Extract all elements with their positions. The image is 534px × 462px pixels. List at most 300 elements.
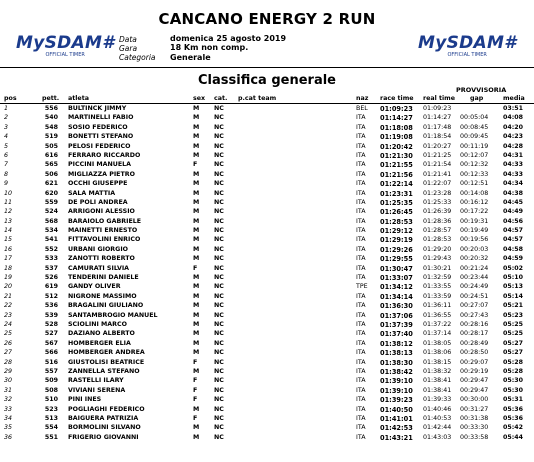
table-row <box>0 104 534 113</box>
cell-gap: 00:29:07 <box>460 358 489 366</box>
cell-athlete: PICCINI MANUELA <box>68 161 132 169</box>
cell-athlete: SCIOLINI MARCO <box>68 320 127 328</box>
cell-real-time: 01:38:06 <box>423 349 452 357</box>
cell-real-time: 01:37:14 <box>423 330 452 338</box>
table-row <box>0 245 534 254</box>
table-row <box>0 123 534 132</box>
cell-real-time: 01:43:03 <box>423 433 452 441</box>
cell-pett: 568 <box>44 217 58 225</box>
cell-race-time: 01:19:08 <box>380 133 413 142</box>
cell-real-time: 01:22:07 <box>423 180 452 188</box>
cell-athlete: PELOSI FEDERICO <box>68 142 131 150</box>
cell-pos: 17 <box>4 255 13 263</box>
cell-real-time: 01:38:15 <box>423 358 452 366</box>
cell-cat: NC <box>214 170 224 178</box>
cell-pett: 619 <box>44 283 58 291</box>
cell-media: 04:33 <box>503 170 524 178</box>
cell-pos: 34 <box>4 414 13 422</box>
cell-pos: 12 <box>4 208 13 216</box>
cell-athlete: FITTAVOLINI ENRICO <box>68 236 141 244</box>
cell-pos: 29 <box>4 367 13 375</box>
cell-race-time: 01:23:31 <box>380 189 413 198</box>
cell-real-time: 01:36:11 <box>423 302 452 310</box>
cell-naz: ITA <box>356 292 366 300</box>
cell-sex: M <box>193 274 200 282</box>
cell-athlete: ARRIGONI ALESSIO <box>68 208 135 216</box>
table-row <box>0 160 534 169</box>
cell-sex: F <box>193 414 198 422</box>
cell-pett: 565 <box>44 161 58 169</box>
table-row <box>0 170 534 179</box>
cell-pos: 16 <box>4 245 13 253</box>
cell-naz: ITA <box>356 264 366 272</box>
cell-gap: 00:16:12 <box>460 198 489 206</box>
race-category: Generale <box>170 52 211 62</box>
table-row <box>0 367 534 376</box>
cell-naz: ITA <box>356 396 366 404</box>
cell-sex: M <box>193 245 200 253</box>
cell-pos: 35 <box>4 424 13 432</box>
cell-race-time: 01:29:55 <box>380 255 413 264</box>
cell-race-time: 01:38:12 <box>380 339 413 348</box>
cell-sex: F <box>193 386 198 394</box>
cell-athlete: BAIGUERA PATRIZIA <box>68 414 139 422</box>
cell-sex: M <box>193 208 200 216</box>
cell-media: 04:58 <box>503 245 524 253</box>
cell-naz: ITA <box>356 245 366 253</box>
cell-naz: ITA <box>356 358 366 366</box>
cell-real-time: 01:29:20 <box>423 245 452 253</box>
logo-hash-icon: # <box>504 33 517 53</box>
col-header-pos: pos <box>4 95 17 102</box>
cell-race-time: 01:26:45 <box>380 208 413 217</box>
cell-athlete: HOMBERGER ELIA <box>68 339 131 347</box>
cell-sex: M <box>193 405 200 413</box>
cell-pett: 552 <box>44 245 58 253</box>
cell-race-time: 01:38:30 <box>380 358 413 367</box>
cell-real-time: 01:40:46 <box>423 405 452 413</box>
cell-naz: BEL <box>356 105 368 112</box>
cell-pett: 506 <box>44 170 58 178</box>
cell-athlete: BARAIOLO GABRIELE <box>68 217 142 225</box>
cell-gap: 00:12:07 <box>460 151 489 159</box>
cell-sex: M <box>193 424 200 432</box>
cell-cat: NC <box>214 386 224 394</box>
cell-naz: ITA <box>356 189 366 197</box>
cell-naz: ITA <box>356 151 366 159</box>
table-row <box>0 320 534 329</box>
cell-real-time: 01:26:39 <box>423 208 452 216</box>
cell-sex: F <box>193 161 198 169</box>
cell-cat: NC <box>214 151 224 159</box>
cell-media: 05:27 <box>503 349 524 357</box>
cell-cat: NC <box>214 227 224 235</box>
cell-race-time: 01:42:53 <box>380 424 413 433</box>
cell-pos: 6 <box>4 151 9 159</box>
cell-gap: 00:33:30 <box>460 424 489 432</box>
cell-gap: 00:28:50 <box>460 349 489 357</box>
cell-race-time: 01:30:47 <box>380 264 413 273</box>
col-header-sex: sex <box>193 95 206 102</box>
cell-naz: ITA <box>356 386 366 394</box>
cell-real-time: 01:28:57 <box>423 227 452 235</box>
cell-gap: 00:24:49 <box>460 283 489 291</box>
cell-sex: M <box>193 302 200 310</box>
cell-media: 05:14 <box>503 292 524 300</box>
table-row <box>0 189 534 198</box>
table-row <box>0 301 534 310</box>
cell-media: 05:36 <box>503 414 524 422</box>
cell-naz: ITA <box>356 114 366 122</box>
cell-cat: NC <box>214 424 224 432</box>
cell-media: 05:30 <box>503 377 524 385</box>
table-row <box>0 142 534 151</box>
cell-sex: M <box>193 339 200 347</box>
cell-gap: 00:20:03 <box>460 245 489 253</box>
cell-real-time: 01:21:54 <box>423 161 452 169</box>
cell-gap: 00:21:24 <box>460 264 489 272</box>
cell-pos: 33 <box>4 405 13 413</box>
cell-cat: NC <box>214 330 224 338</box>
cell-pett: 533 <box>44 255 58 263</box>
cell-race-time: 01:21:55 <box>380 161 413 170</box>
cell-pett: 567 <box>44 339 58 347</box>
label-categoria: Categoria <box>119 53 156 62</box>
cell-race-time: 01:09:23 <box>380 105 413 113</box>
cell-athlete: BONETTI STEFANO <box>68 133 134 141</box>
cell-naz: ITA <box>356 349 366 357</box>
cell-cat: NC <box>214 349 224 357</box>
cell-cat: NC <box>214 396 224 404</box>
cell-pett: 523 <box>44 405 58 413</box>
cell-pos: 30 <box>4 377 13 385</box>
cell-sex: M <box>193 114 200 122</box>
cell-athlete: ZANOTTI ROBERTO <box>68 255 135 263</box>
cell-pos: 22 <box>4 302 13 310</box>
table-row <box>0 386 534 395</box>
cell-pett: 526 <box>44 274 58 282</box>
cell-pett: 616 <box>44 151 58 159</box>
cell-race-time: 01:25:35 <box>380 198 413 207</box>
cell-race-time: 01:21:56 <box>380 170 413 179</box>
cell-cat: NC <box>214 292 224 300</box>
cell-pett: 537 <box>44 264 58 272</box>
cell-gap: 00:09:45 <box>460 133 489 141</box>
cell-cat: NC <box>214 311 224 319</box>
cell-naz: ITA <box>356 236 366 244</box>
cell-pos: 27 <box>4 349 13 357</box>
cell-real-time: 01:40:53 <box>423 414 452 422</box>
cell-media: 04:57 <box>503 227 524 235</box>
cell-real-time: 01:42:44 <box>423 424 452 432</box>
cell-pos: 5 <box>4 142 9 150</box>
cell-cat: NC <box>214 283 224 291</box>
table-row <box>0 151 534 160</box>
cell-gap: 00:12:32 <box>460 161 489 169</box>
cell-pett: 556 <box>44 105 58 112</box>
cell-pett: 620 <box>44 189 58 197</box>
logo-subtitle: OFFICIAL TIMER <box>45 52 85 58</box>
cell-pos: 11 <box>4 198 13 206</box>
cell-media: 04:59 <box>503 255 524 263</box>
cell-pett: 524 <box>44 208 58 216</box>
cell-media: 05:13 <box>503 283 524 291</box>
col-header-naz: naz <box>356 95 369 102</box>
cell-pett: 513 <box>44 414 58 422</box>
cell-pos: 21 <box>4 292 13 300</box>
cell-sex: M <box>193 151 200 159</box>
table-row <box>0 264 534 273</box>
table-row <box>0 207 534 216</box>
cell-race-time: 01:21:30 <box>380 151 413 160</box>
cell-pett: 516 <box>44 358 58 366</box>
cell-gap: 00:33:58 <box>460 433 489 441</box>
table-row <box>0 433 534 442</box>
cell-sex: M <box>193 170 200 178</box>
table-row <box>0 132 534 141</box>
cell-cat: NC <box>214 142 224 150</box>
table-row <box>0 282 534 291</box>
cell-pos: 7 <box>4 161 9 169</box>
cell-gap: 00:19:56 <box>460 236 489 244</box>
cell-athlete: FRIGERIO GIOVANNI <box>68 433 139 441</box>
cell-race-time: 01:36:30 <box>380 302 413 311</box>
cell-pett: 510 <box>44 396 58 404</box>
cell-naz: ITA <box>356 414 366 422</box>
cell-gap: 00:29:19 <box>460 367 489 375</box>
cell-real-time: 01:37:22 <box>423 320 452 328</box>
cell-race-time: 01:20:42 <box>380 142 413 151</box>
cell-sex: F <box>193 396 198 404</box>
cell-pett: 540 <box>44 114 58 122</box>
cell-naz: ITA <box>356 377 366 385</box>
cell-athlete: CAMURATI SILVIA <box>68 264 130 272</box>
cell-race-time: 01:29:26 <box>380 245 413 254</box>
cell-race-time: 01:33:07 <box>380 274 413 283</box>
cell-athlete: VIVIANI SERENA <box>68 386 126 394</box>
cell-pett: 527 <box>44 330 58 338</box>
cell-cat: NC <box>214 358 224 366</box>
cell-race-time: 01:29:12 <box>380 227 413 236</box>
cell-media: 05:25 <box>503 330 524 338</box>
cell-athlete: NIGRONE MASSIMO <box>68 292 137 300</box>
table-row <box>0 254 534 263</box>
cell-media: 03:51 <box>503 105 524 112</box>
cell-pos: 18 <box>4 264 13 272</box>
cell-media: 04:34 <box>503 180 524 188</box>
race-name: 18 Km non comp. <box>170 43 249 53</box>
cell-sex: M <box>193 217 200 225</box>
cell-media: 05:31 <box>503 396 524 404</box>
cell-athlete: DE POLI ANDREA <box>68 198 128 206</box>
cell-athlete: SOSIO FEDERICO <box>68 123 128 131</box>
cell-media: 05:42 <box>503 424 524 432</box>
cell-media: 04:08 <box>503 114 524 122</box>
cell-real-time: 01:14:27 <box>423 114 452 122</box>
cell-sex: F <box>193 358 198 366</box>
cell-gap: 00:08:45 <box>460 123 489 131</box>
cell-sex: F <box>193 264 198 272</box>
cell-pett: 505 <box>44 142 58 150</box>
cell-athlete: GANDY OLIVER <box>68 283 121 291</box>
cell-real-time: 01:25:33 <box>423 198 452 206</box>
cell-real-time: 01:38:32 <box>423 367 452 375</box>
cell-media: 05:28 <box>503 367 524 375</box>
cell-real-time: 01:33:55 <box>423 283 452 291</box>
mysdam-logo-left <box>16 34 114 60</box>
cell-pett: 548 <box>44 123 58 131</box>
cell-naz: ITA <box>356 311 366 319</box>
cell-sex: M <box>193 142 200 150</box>
col-header-real-time: real time <box>423 95 455 102</box>
cell-athlete: HOMBERGER ANDREA <box>68 349 145 357</box>
cell-cat: NC <box>214 123 224 131</box>
cell-gap: 00:19:49 <box>460 227 489 235</box>
cell-pett: 508 <box>44 386 58 394</box>
cell-athlete: BRAGALINI GIULIANO <box>68 302 144 310</box>
cell-sex: M <box>193 180 200 188</box>
label-data: Data <box>119 35 137 44</box>
cell-athlete: GIUSTOLISI BEATRICE <box>68 358 145 366</box>
race-info-labels <box>119 35 156 62</box>
cell-naz: ITA <box>356 123 366 131</box>
table-row <box>0 226 534 235</box>
table-row <box>0 217 534 226</box>
cell-media: 05:27 <box>503 339 524 347</box>
cell-real-time: 01:09:23 <box>423 105 452 112</box>
cell-gap: 00:30:00 <box>460 396 489 404</box>
cell-real-time: 01:33:59 <box>423 292 452 300</box>
cell-gap: 00:17:22 <box>460 208 489 216</box>
cell-sex: M <box>193 236 200 244</box>
cell-cat: NC <box>214 302 224 310</box>
cell-real-time: 01:29:43 <box>423 255 452 263</box>
logo-text: MySDAM <box>418 33 505 53</box>
cell-race-time: 01:40:50 <box>380 405 413 414</box>
cell-cat: NC <box>214 245 224 253</box>
cell-pos: 23 <box>4 311 13 319</box>
cell-athlete: TENDERINI DANIELE <box>68 274 139 282</box>
section-title: Classifica generale <box>198 73 336 88</box>
cell-pett: 536 <box>44 302 58 310</box>
cell-naz: ITA <box>356 405 366 413</box>
cell-cat: NC <box>214 114 224 122</box>
cell-gap: 00:31:27 <box>460 405 489 413</box>
cell-pett: 559 <box>44 198 58 206</box>
cell-gap: 00:28:17 <box>460 330 489 338</box>
cell-race-time: 01:37:40 <box>380 330 413 339</box>
cell-pett: 512 <box>44 292 58 300</box>
cell-athlete: ZANNELLA STEFANO <box>68 367 140 375</box>
cell-race-time: 01:37:06 <box>380 311 413 320</box>
cell-pos: 32 <box>4 396 13 404</box>
cell-cat: NC <box>214 320 224 328</box>
cell-sex: M <box>193 189 200 197</box>
table-row <box>0 198 534 207</box>
cell-cat: NC <box>214 339 224 347</box>
cell-pos: 26 <box>4 339 13 347</box>
cell-pos: 1 <box>4 105 9 112</box>
cell-race-time: 01:28:53 <box>380 217 413 226</box>
cell-naz: ITA <box>356 217 366 225</box>
cell-gap: 00:05:04 <box>460 114 489 122</box>
cell-cat: NC <box>214 217 224 225</box>
cell-race-time: 01:38:42 <box>380 367 413 376</box>
cell-sex: M <box>193 105 200 112</box>
cell-pos: 9 <box>4 180 9 188</box>
cell-cat: NC <box>214 161 224 169</box>
cell-athlete: BORMOLINI SILVANO <box>68 424 141 432</box>
col-header-atleta: atleta <box>68 95 89 102</box>
col-header-cat: cat. <box>214 95 228 102</box>
cell-sex: M <box>193 349 200 357</box>
cell-athlete: MARTINELLI FABIO <box>68 114 134 122</box>
cell-pos: 19 <box>4 274 13 282</box>
race-date: domenica 25 agosto 2019 <box>170 34 287 43</box>
cell-media: 04:49 <box>503 208 524 216</box>
cell-gap: 00:11:19 <box>460 142 489 150</box>
cell-cat: NC <box>214 133 224 141</box>
col-header-pett: pett. <box>42 95 60 102</box>
cell-pos: 31 <box>4 386 13 394</box>
cell-athlete: URBANI GIORGIO <box>68 245 129 253</box>
col-header-media: media <box>503 95 525 102</box>
table-row <box>0 311 534 320</box>
cell-media: 05:44 <box>503 433 524 441</box>
cell-gap: 00:24:51 <box>460 292 489 300</box>
cell-pett: 534 <box>44 227 58 235</box>
cell-cat: NC <box>214 198 224 206</box>
cell-media: 04:31 <box>503 151 524 159</box>
cell-pett: 551 <box>44 433 58 441</box>
cell-naz: ITA <box>356 133 366 141</box>
cell-gap: 00:29:47 <box>460 386 489 394</box>
cell-pos: 4 <box>4 133 9 141</box>
cell-pos: 10 <box>4 189 13 197</box>
cell-naz: TPE <box>356 283 368 291</box>
cell-real-time: 01:23:28 <box>423 189 452 197</box>
table-row <box>0 348 534 357</box>
cell-gap: 00:23:44 <box>460 274 489 282</box>
cell-race-time: 01:18:08 <box>380 123 413 132</box>
cell-cat: NC <box>214 405 224 413</box>
cell-race-time: 01:39:10 <box>380 386 413 395</box>
cell-athlete: MAINETTI ERNESTO <box>68 227 138 235</box>
label-gara: Gara <box>119 44 138 53</box>
cell-race-time: 01:34:14 <box>380 292 413 301</box>
cell-sex: M <box>193 255 200 263</box>
cell-sex: M <box>193 133 200 141</box>
race-info-values <box>170 34 286 62</box>
cell-real-time: 01:39:33 <box>423 396 452 404</box>
cell-naz: ITA <box>356 170 366 178</box>
cell-pos: 20 <box>4 283 13 291</box>
cell-real-time: 01:17:48 <box>423 123 452 131</box>
header-divider <box>0 67 534 68</box>
cell-cat: NC <box>214 264 224 272</box>
results-table <box>0 104 534 442</box>
cell-pos: 15 <box>4 236 13 244</box>
cell-media: 04:28 <box>503 142 524 150</box>
table-row <box>0 414 534 423</box>
cell-athlete: SANTAMBROGIO MANUEL <box>68 311 158 319</box>
cell-media: 05:02 <box>503 264 524 272</box>
cell-sex: F <box>193 377 198 385</box>
cell-pos: 36 <box>4 433 13 441</box>
cell-cat: NC <box>214 274 224 282</box>
cell-naz: ITA <box>356 255 366 263</box>
cell-athlete: POGLIAGHI FEDERICO <box>68 405 145 413</box>
